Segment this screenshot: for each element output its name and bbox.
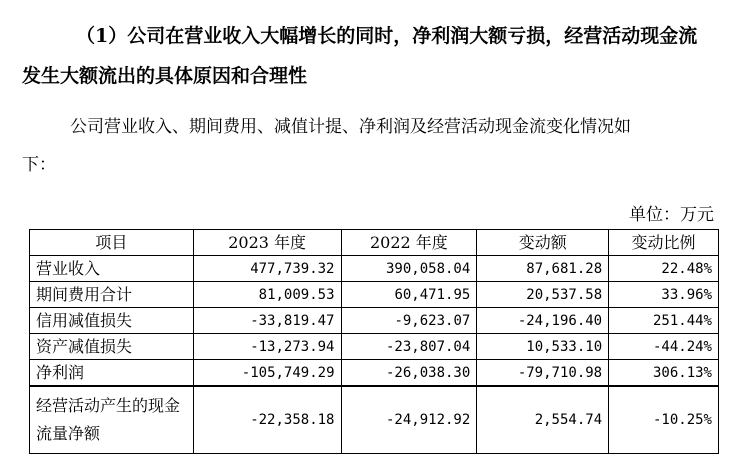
cell-2022: -26,038.30: [341, 360, 477, 387]
cell-ratio: -44.24%: [609, 334, 719, 360]
table-row: [30, 308, 719, 334]
cell-ratio: 33.96%: [609, 282, 719, 308]
row-label: 资产减值损失: [30, 334, 194, 360]
paragraph-line-1: 公司营业收入、期间费用、减值计提、净利润及经营活动现金流变化情况如: [70, 117, 631, 137]
cell-2022: -24,912.92: [341, 386, 477, 454]
cell-change: 10,533.10: [477, 334, 609, 360]
cell-ratio: 22.48%: [609, 256, 719, 282]
cell-2022: -9,623.07: [341, 308, 477, 334]
paragraph-line-2: 下：: [22, 155, 56, 175]
financial-table: [29, 229, 719, 454]
unit-label: 单位：万元: [629, 205, 714, 225]
header-2023: 2023 年度: [193, 230, 341, 256]
heading-line-1: （1）公司在营业收入大幅增长的同时，净利润大额亏损，经营活动现金流: [76, 25, 698, 47]
cell-change: 87,681.28: [477, 256, 609, 282]
table-row: [30, 386, 719, 454]
cell-2022: -23,807.04: [341, 334, 477, 360]
cell-ratio: -10.25%: [609, 386, 719, 454]
header-change: 变动额: [477, 230, 609, 256]
header-ratio: 变动比例: [609, 230, 719, 256]
table-row: [30, 334, 719, 360]
row-label: 营业收入: [30, 256, 194, 282]
cell-2022: 390,058.04: [341, 256, 477, 282]
cell-ratio: 251.44%: [609, 308, 719, 334]
row-label: 经营活动产生的现金流量净额: [30, 386, 194, 454]
cell-2023: -33,819.47: [193, 308, 341, 334]
cell-change: -24,196.40: [477, 308, 609, 334]
header-2022: 2022 年度: [341, 230, 477, 256]
table-row: [30, 256, 719, 282]
cell-ratio: 306.13%: [609, 360, 719, 387]
table-header-row: [30, 230, 719, 256]
cell-2023: -22,358.18: [193, 386, 341, 454]
table-row: [30, 360, 719, 387]
cell-2023: 81,009.53: [193, 282, 341, 308]
cell-change: -79,710.98: [477, 360, 609, 387]
cell-change: 2,554.74: [477, 386, 609, 454]
row-label: 信用减值损失: [30, 308, 194, 334]
cell-change: 20,537.58: [477, 282, 609, 308]
cell-2023: 477,739.32: [193, 256, 341, 282]
cell-2023: -13,273.94: [193, 334, 341, 360]
cell-2022: 60,471.95: [341, 282, 477, 308]
cell-2023: -105,749.29: [193, 360, 341, 387]
header-item: 项目: [30, 230, 194, 256]
table-row: [30, 282, 719, 308]
heading-line-2: 发生大额流出的具体原因和合理性: [22, 65, 308, 87]
row-label: 净利润: [30, 360, 194, 387]
row-label: 期间费用合计: [30, 282, 194, 308]
